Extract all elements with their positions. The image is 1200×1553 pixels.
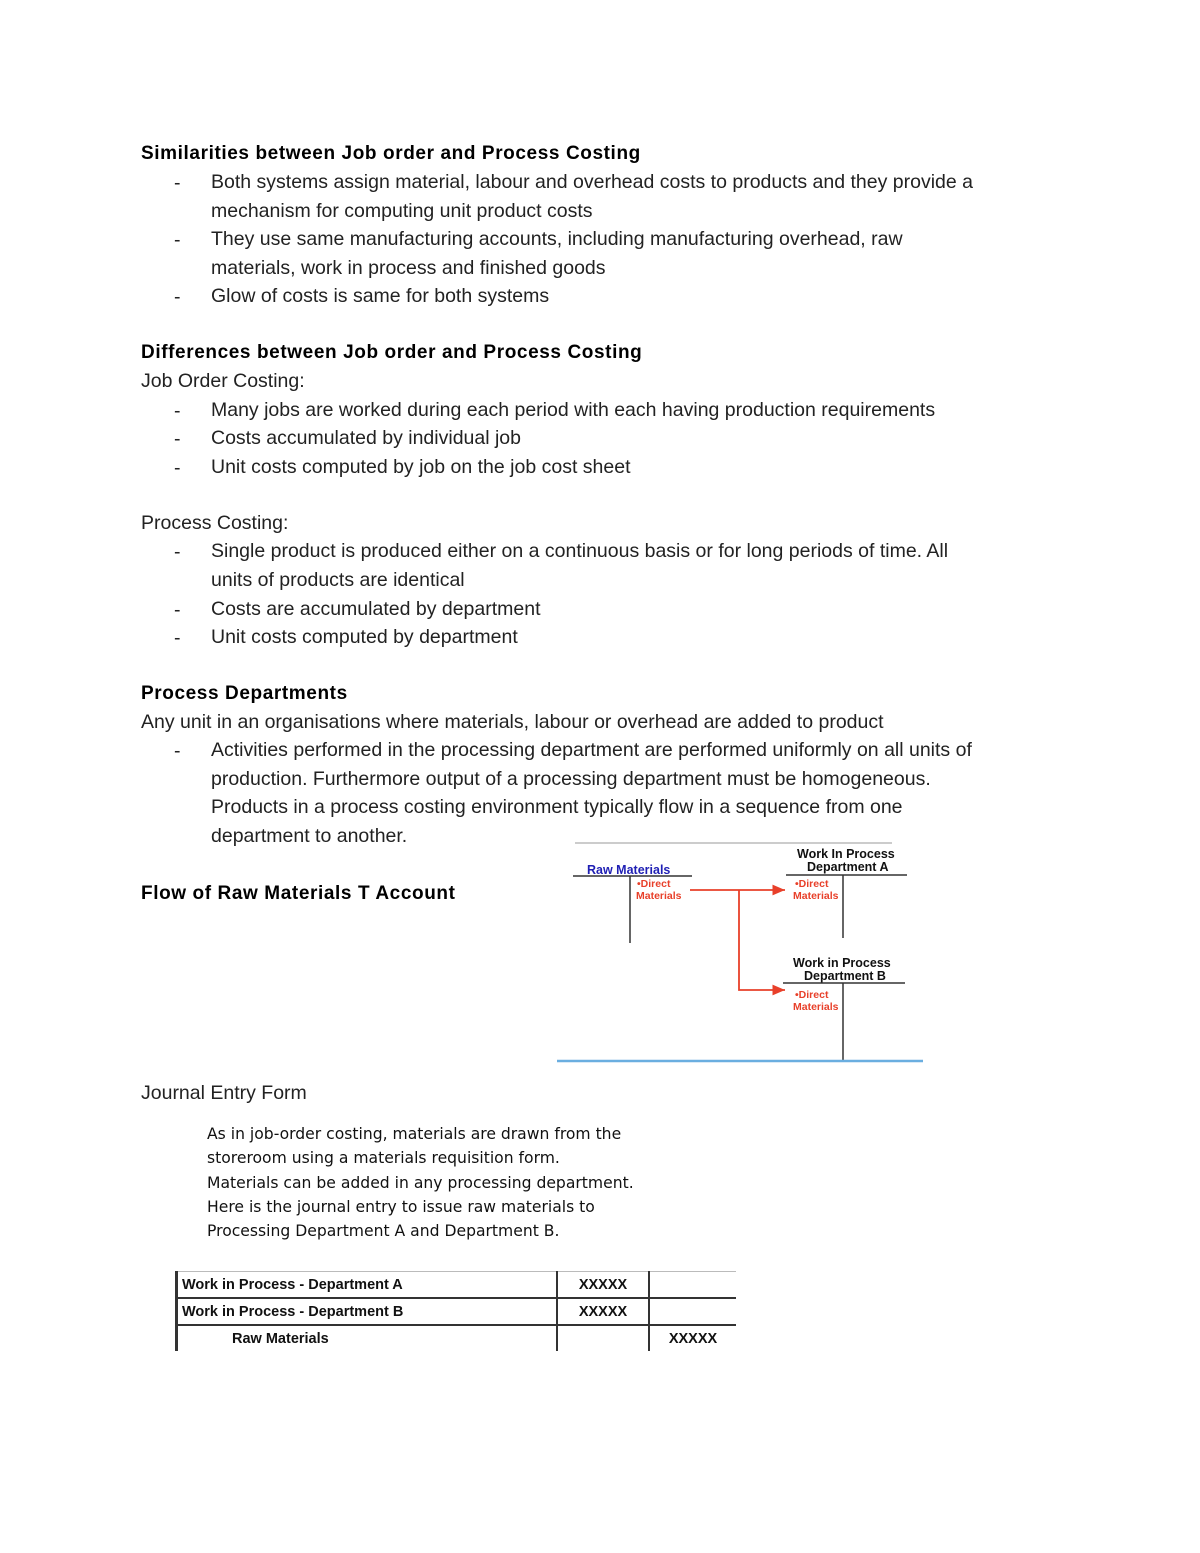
bullet-dash: - [174, 541, 181, 563]
bullet-line: Products in a process costing environment typically flow in a sequence from one [211, 796, 903, 818]
account-cell: Raw Materials [177, 1325, 558, 1351]
job-order-bullet [211, 453, 1091, 482]
t-account-diagram [555, 835, 930, 1070]
wip-b-entry-line: •Direct [795, 989, 829, 1001]
wip-a-entry-line: Materials [793, 890, 839, 902]
wip-a-title-line: Department A [807, 860, 889, 874]
slide-line: Here is the journal entry to issue raw materials to [207, 1197, 595, 1216]
slide-line: As in job-order costing, materials are drawn from the [207, 1125, 622, 1143]
arrow-to-wip-b [739, 890, 785, 990]
raw-entry-line: •Direct [637, 878, 671, 890]
wip-a-entry-line: •Direct [795, 878, 829, 890]
journal-slide-text [207, 1122, 687, 1243]
debit-cell: XXXXX [557, 1272, 649, 1299]
slide-line: Processing Department A and Department B. [207, 1222, 560, 1241]
raw-entry-line: Materials [636, 890, 682, 902]
debit-cell: XXXXX [557, 1298, 649, 1325]
bullet-line: department to another. [211, 824, 408, 847]
bullet-line: They use same manufacturing accounts, including manufacturing overhead, raw [211, 228, 903, 250]
bullet-dash: - [174, 229, 181, 251]
similarity-bullet [211, 282, 1091, 311]
wip-b-title-line: Work in Process [793, 956, 891, 970]
account-cell: Work in Process - Department B [177, 1298, 558, 1325]
process-bullet [211, 595, 1091, 624]
bullet-line: units of products are identical [211, 568, 465, 591]
bullet-dash: - [174, 286, 181, 308]
bullet-dash: - [174, 172, 181, 194]
job-order-bullet [211, 396, 1091, 425]
job-order-bullet [211, 424, 1091, 453]
bullet-line: Costs are accumulated by department [211, 598, 541, 620]
bullet-dash: - [174, 740, 181, 762]
bullet-line: Many jobs are worked during each period with each having production requirements [211, 399, 936, 421]
process-departments-bullet [211, 736, 1091, 850]
bullet-line: Costs accumulated by individual job [211, 427, 522, 449]
process-costing-label: Process Costing: [141, 512, 289, 534]
bullet-line: Both systems assign material, labour and overhead costs to products and they provide a [211, 171, 974, 193]
process-bullet [211, 537, 1091, 594]
bullet-line: Activities performed in the processing department are performed uniformly on all units of [211, 739, 972, 761]
slide-line: storeroom using a materials requisition form. [207, 1149, 560, 1168]
bullet-dash: - [174, 457, 181, 479]
bullet-line: Unit costs computed by job on the job cost sheet [211, 456, 631, 478]
similarity-bullet [211, 168, 1091, 225]
credit-cell [649, 1272, 736, 1299]
table-row [177, 1298, 737, 1325]
journal-heading: Journal Entry Form [141, 1082, 307, 1104]
credit-cell: XXXXX [649, 1325, 736, 1351]
journal-entry-table [175, 1271, 736, 1351]
job-order-label: Job Order Costing: [141, 370, 305, 392]
wip-a-title-line: Work In Process [797, 847, 895, 861]
bullet-line: Glow of costs is same for both systems [211, 285, 550, 307]
bullet-dash: - [174, 400, 181, 422]
process-departments-intro: Any unit in an organisations where materials, labour or overhead are added to product [141, 711, 884, 733]
differences-heading: Differences between Job order and Process Costing [141, 342, 643, 363]
account-cell: Work in Process - Department A [177, 1272, 558, 1299]
bullet-line: mechanism for computing unit product costs [211, 199, 593, 222]
bullet-dash: - [174, 428, 181, 450]
credit-cell [649, 1298, 736, 1325]
bullet-dash: - [174, 627, 181, 649]
bullet-dash: - [174, 599, 181, 621]
slide-line: Materials can be added in any processing department. [207, 1173, 634, 1192]
similarity-bullet [211, 225, 1091, 282]
flow-heading: Flow of Raw Materials T Account [141, 883, 456, 904]
raw-materials-title: Raw Materials [587, 863, 671, 877]
wip-b-entry-line: Materials [793, 1001, 839, 1013]
table-row [177, 1272, 737, 1299]
bullet-line: Unit costs computed by department [211, 626, 518, 648]
wip-b-title-line: Department B [804, 969, 886, 983]
debit-cell [557, 1325, 649, 1351]
similarities-heading: Similarities between Job order and Process Costing [141, 143, 641, 164]
bullet-line: production. Furthermore output of a processing department must be homogeneous. [211, 767, 931, 790]
process-bullet [211, 623, 1091, 652]
table-row [177, 1325, 737, 1351]
bullet-line: materials, work in process and finished goods [211, 256, 606, 279]
process-departments-heading: Process Departments [141, 683, 348, 704]
bullet-line: Single product is produced either on a continuous basis or for long periods of time. All [211, 540, 949, 562]
